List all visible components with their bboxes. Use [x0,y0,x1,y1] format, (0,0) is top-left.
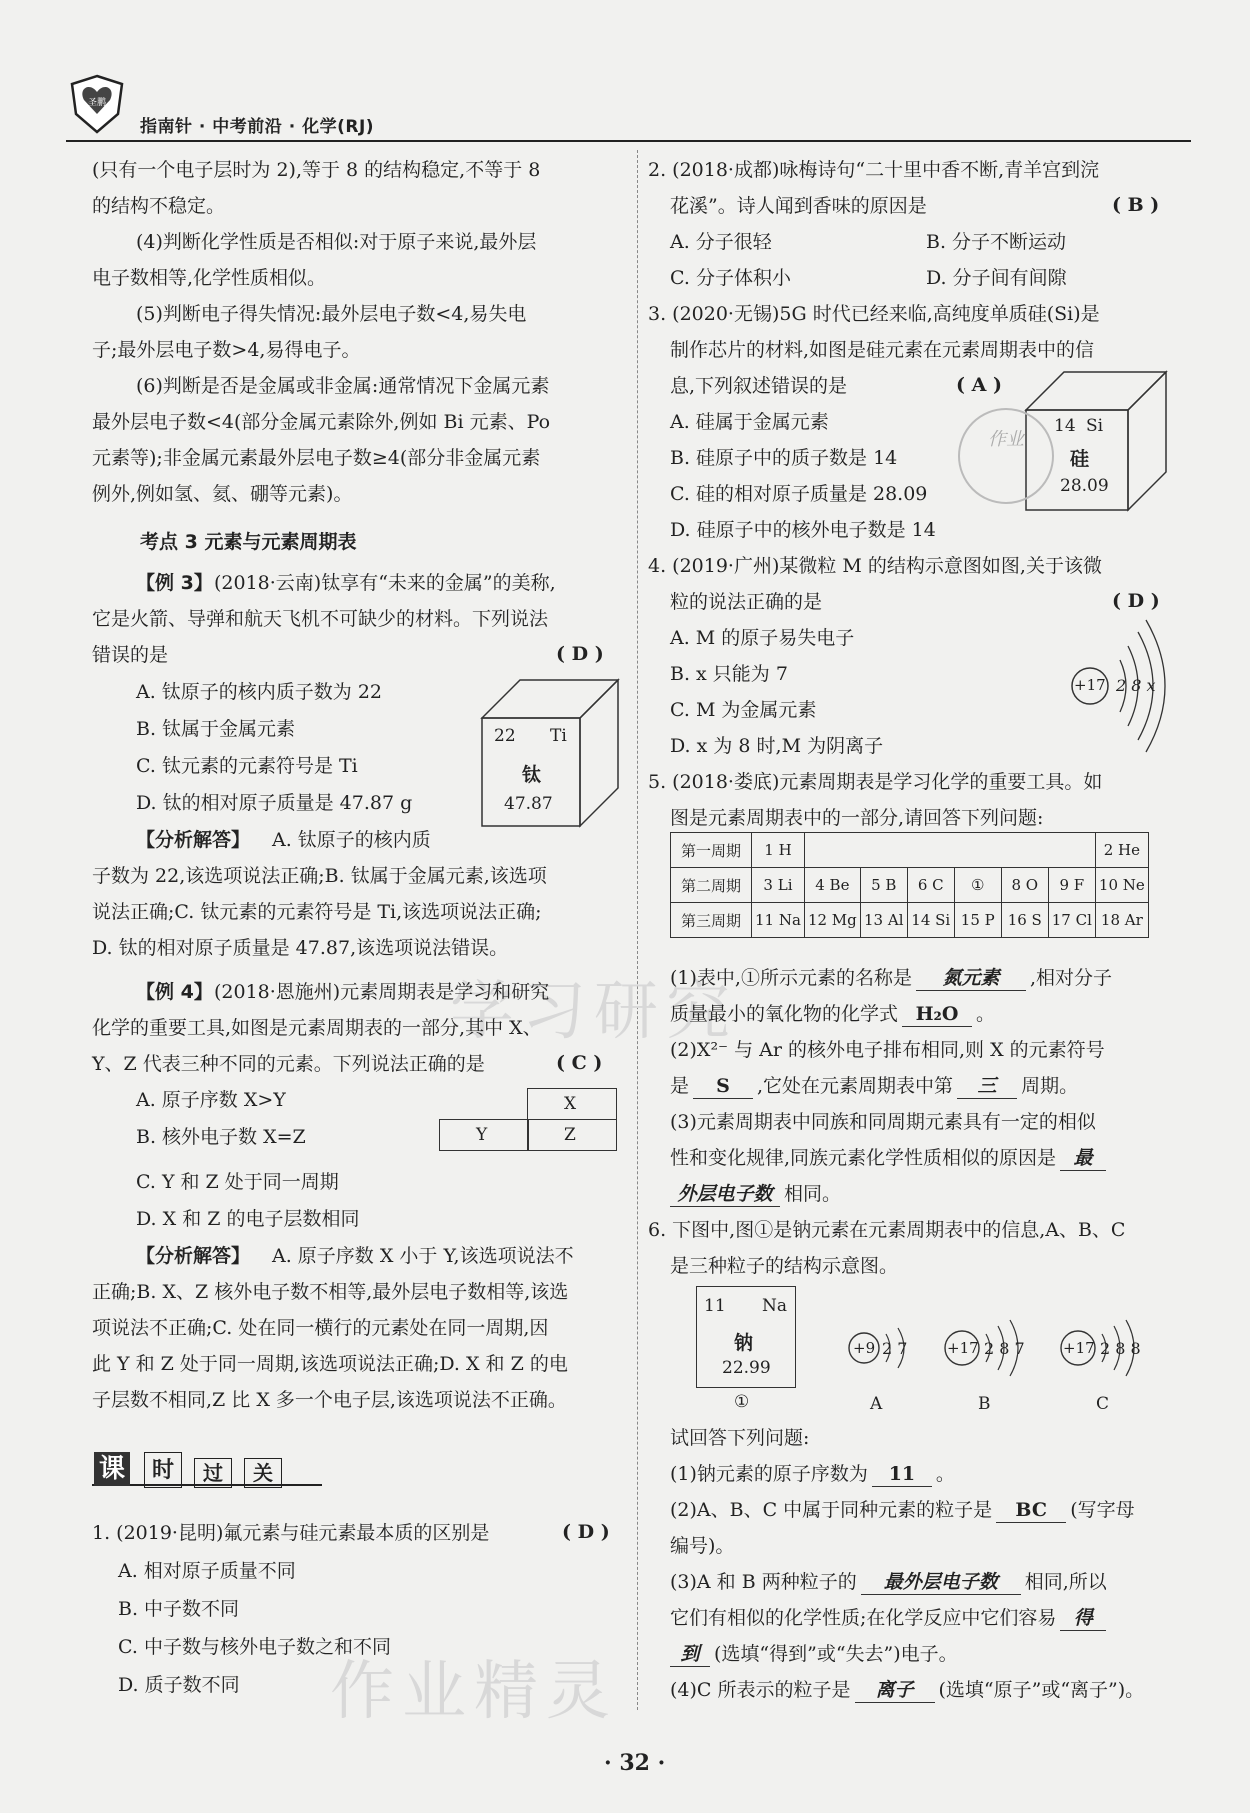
answer-blank: BC [996,1498,1066,1523]
element-cell: 16 S [1001,903,1048,938]
element-cell: 4 Be [804,868,860,903]
text-span: 性和变化规律,同族元素化学性质相似的原因是 [670,1147,1057,1169]
answer-blank: 11 [872,1462,932,1487]
text-span: (3)A 和 B 两种粒子的 [670,1571,857,1593]
element-symbol: Ti [550,726,567,746]
text-span: 。 [935,1463,955,1485]
column-divider [637,150,638,1710]
element-cell: 17 Cl [1048,903,1095,938]
text-line: 子数为 22,该选项说法正确;B. 钛属于金属元素,该选项 [92,865,547,887]
sub-question [670,1678,1144,1703]
element-name: 钛 [522,764,542,786]
text-line: 项说法不正确;C. 处在同一横行的元素处在同一周期,因 [92,1317,549,1339]
question-1: 1. (2019·昆明)氟元素与硅元素最本质的区别是 [92,1522,490,1544]
label-y: Y [476,1125,488,1145]
element-symbol: Si [1086,416,1104,436]
option-c: C. Y 和 Z 处于同一周期 [136,1171,339,1193]
nucleus-charge: +17 [1063,1339,1095,1357]
sub-question [670,1182,841,1207]
text-span: ,相对分子 [1029,967,1113,989]
question-4: 4. (2019·广州)某微粒 M 的结构示意图如图,关于该微 [648,555,1102,577]
shell-electrons: 2 8 7 [984,1339,1025,1358]
text-line: 的结构不稳定。 [92,195,226,217]
atomic-mass: 47.87 [504,794,553,814]
answer-blank: 三 [957,1074,1017,1099]
text-line: (2018·云南)钛享有“未来的金属”的美称, [214,572,556,594]
element-cell: 6 C [907,868,954,903]
answer: ( D ) [562,1521,610,1543]
element-cell: 13 Al [860,903,907,938]
answer-blank: 最外层电子数 [861,1570,1021,1595]
text-line: 正确;B. X、Z 核外电子数不相等,最外层电子数相等,该选 [92,1281,569,1303]
text-line: 错误的是 [92,644,169,666]
answer-blank: H₂O [902,1002,972,1027]
atom-label: A [870,1394,883,1414]
text-line: 试回答下列问题: [670,1427,810,1449]
text-line: 是三种粒子的结构示意图。 [670,1255,899,1277]
text-line: Y、Z 代表三种不同的元素。下列说法正确的是 [92,1053,485,1075]
sub-question [670,1606,1106,1631]
answer: ( B ) [1112,194,1160,216]
text-line: 它是火箭、导弹和航天飞机不可缺少的材料。下列说法 [92,608,549,630]
answer-blank: 离子 [855,1678,935,1703]
option-a: A. 分子很轻 [670,231,772,253]
label-x: X [564,1094,577,1114]
figure-label: ① [734,1392,750,1412]
element-cell: 10 Ne [1095,868,1148,903]
header-title: 指南针 · 中考前沿 · 化学(RJ) [140,117,375,137]
element-name: 钠 [734,1332,754,1354]
shell-electrons: 2 7 [882,1339,908,1358]
option-b: B. 钛属于金属元素 [136,718,296,740]
element-name: 硅 [1070,448,1090,470]
text-line: (4)判断化学性质是否相似:对于原子来说,最外层 [136,231,537,253]
option-a: A. M 的原子易失电子 [670,627,855,649]
text-line: 元素等);非金属元素最外层电子数≥4(部分非金属元素 [92,447,541,469]
watermark: 作业精灵 [330,1655,618,1729]
period-label: 第三周期 [671,903,752,938]
analysis-label: 【分析解答】 [136,829,251,851]
period-label: 第一周期 [671,833,752,868]
option-a: A. 钛原子的核内质子数为 22 [136,681,383,703]
element-cell: 14 Si [907,903,954,938]
element-symbol: Na [762,1296,788,1316]
text-line: (5)判断电子得失情况:最外层电子数<4,易失电 [136,303,527,325]
text-line: 例外,例如氢、氦、硼等元素)。 [92,483,353,505]
element-cell: 12 Mg [804,903,860,938]
answer-blank: S [693,1074,753,1099]
option-c: C. 硅的相对原子质量是 28.09 [670,483,928,505]
sub-question [670,1002,995,1027]
option-c: C. 中子数与核外电子数之和不同 [118,1636,391,1658]
text-span: 质量最小的氧化物的化学式 [670,1003,899,1025]
sub-question [670,1146,1106,1171]
text-line: 花溪”。诗人闻到香味的原因是 [670,195,927,217]
option-a: A. 相对原子质量不同 [118,1560,296,1582]
banner-char: 关 [244,1458,282,1488]
option-a: A. 硅属于金属元素 [670,411,829,433]
text-span: 是 [670,1075,690,1097]
option-d: D. 分子间有间隙 [926,267,1067,289]
nucleus-charge: +17 [947,1339,979,1357]
sub-question [670,1462,955,1487]
question-6: 6. 下图中,图①是钠元素在元素周期表中的信息,A、B、C [648,1219,1126,1241]
sub-question [670,1642,958,1667]
atomic-number: 11 [704,1296,726,1316]
shell-electrons: 2 8 8 [1100,1339,1141,1358]
element-cell: 11 Na [752,903,805,938]
option-d: D. X 和 Z 的电子层数相同 [136,1208,360,1230]
text-line: 电子数相等,化学性质相似。 [92,267,327,289]
label-z: Z [564,1125,576,1145]
text-span: 周期。 [1021,1075,1079,1097]
atomic-number: 22 [494,726,516,746]
option-b: B. 中子数不同 [118,1598,240,1620]
publisher-logo [66,72,128,134]
option-b: B. 分子不断运动 [926,231,1067,253]
text-span: 它们有相似的化学性质;在化学反应中它们容易 [670,1607,1057,1629]
banner-char: 时 [144,1452,182,1488]
text-span: (4)C 所表示的粒子是 [670,1679,851,1701]
option-b: B. x 只能为 7 [670,663,788,685]
text-line: 化学的重要工具,如图是元素周期表的一部分,其中 X、 [92,1017,542,1039]
text-line: 息,下列叙述错误的是 [670,375,848,397]
atom-label: B [978,1394,991,1414]
element-cell: 18 Ar [1095,903,1148,938]
answer-blank: 氮元素 [916,966,1026,991]
answer: ( C ) [556,1052,603,1074]
option-c: C. M 为金属元素 [670,699,817,721]
option-d: D. 硅原子中的核外电子数是 14 [670,519,936,541]
element-cell: 15 P [954,903,1001,938]
sub-question [670,1498,1135,1523]
text-span: (写字母 [1070,1499,1135,1521]
text-line: A. 原子序数 X 小于 Y,该选项说法不 [272,1245,574,1267]
periodic-table [670,832,1149,938]
nucleus-charge: +17 [1074,676,1106,694]
option-b: B. 核外电子数 X=Z [136,1126,306,1148]
shell-electrons: 2 8 x [1116,676,1156,695]
text-line: (只有一个电子层时为 2),等于 8 的结构稳定,不等于 8 [92,159,541,181]
stamp-seal [958,408,1054,504]
element-cell: 8 O [1001,868,1048,903]
section-banner [92,1450,322,1496]
element-cell: ① [954,868,1001,903]
text-span: (1)钠元素的原子序数为 [670,1463,868,1485]
text-span: (1)表中,①所示元素的名称是 [670,967,912,989]
text-span: ,它处在元素周期表中第 [757,1075,954,1097]
atomic-mass: 28.09 [1060,476,1109,496]
text-line: 最外层电子数<4(部分金属元素除外,例如 Bi 元素、Po [92,411,551,433]
text-line: A. 钛原子的核内质 [272,829,431,851]
element-cell: 1 H [752,833,805,868]
option-d: D. 质子数不同 [118,1674,240,1696]
option-c: C. 分子体积小 [670,267,791,289]
svg-text:圣鹏: 圣鹏 [87,98,107,108]
text-line: (2018·恩施州)元素周期表是学习和研究 [214,981,550,1003]
text-line: 图是元素周期表中的一部分,请回答下列问题: [670,807,1044,829]
sub-question: (3)元素周期表中同族和同周期元素具有一定的相似 [670,1111,1096,1133]
text-span: (选填“原子”或“离子”)。 [938,1679,1145,1701]
text-line: 子层数不相同,Z 比 X 多一个电子层,该选项说法不正确。 [92,1389,567,1411]
section-heading: 考点 3 元素与元素周期表 [140,531,357,553]
option-c: C. 钛元素的元素符号是 Ti [136,755,358,777]
option-d: D. 钛的相对原子质量是 47.87 g [136,792,413,814]
answer: ( A ) [956,374,1002,396]
text-line: 制作芯片的材料,如图是硅元素在元素周期表中的信 [670,339,1095,361]
answer-blank: 到 [670,1642,710,1667]
banner-char: 过 [194,1458,232,1488]
text-line: 子;最外层电子数>4,易得电子。 [92,339,361,361]
text-span: (选填“得到”或“失去”)电子。 [714,1643,958,1665]
empty-span [804,833,1095,868]
text-line: D. 钛的相对原子质量是 47.87,该选项说法错误。 [92,937,509,959]
text-span: (2)A、B、C 中属于同种元素的粒子是 [670,1499,993,1521]
atomic-number: 14 [1054,416,1076,436]
text-line: 编号)。 [670,1535,735,1557]
sub-question [670,1570,1107,1595]
option-b: B. 硅原子中的质子数是 14 [670,447,898,469]
answer: ( D ) [556,643,604,665]
answer-blank: 最 [1060,1146,1106,1171]
analysis-label: 【分析解答】 [136,1245,251,1267]
answer-blank: 外层电子数 [670,1182,780,1207]
question-3: 3. (2020·无锡)5G 时代已经来临,高纯度单质硅(Si)是 [648,303,1100,325]
question-2: 2. (2018·成都)咏梅诗句“二十里中香不断,青羊宫到浣 [648,159,1100,181]
option-d: D. x 为 8 时,M 为阴离子 [670,735,884,757]
header-rule [66,140,1191,142]
text-span: 相同。 [784,1183,842,1205]
example-label: 【例 3】 [136,572,213,594]
text-span: 。 [976,1003,996,1025]
atom-label: C [1096,1394,1110,1414]
period-label: 第二周期 [671,868,752,903]
text-line: 粒的说法正确的是 [670,591,823,613]
text-line: 此 Y 和 Z 处于同一周期,该选项说法正确;D. X 和 Z 的电 [92,1353,568,1375]
sub-question [670,1074,1078,1099]
atomic-mass: 22.99 [722,1358,771,1378]
element-cell: 2 He [1095,833,1148,868]
element-cell: 5 B [860,868,907,903]
stamp-text: 作业 [988,429,1024,450]
answer-blank: 得 [1060,1606,1106,1631]
sub-question: (2)X²⁻ 与 Ar 的核外电子排布相同,则 X 的元素符号 [670,1039,1105,1061]
text-line: 说法正确;C. 钛元素的元素符号是 Ti,该选项说法正确; [92,901,542,923]
question-5: 5. (2018·娄底)元素周期表是学习化学的重要工具。如 [648,771,1103,793]
sub-question [670,966,1112,991]
text-span: 相同,所以 [1024,1571,1107,1593]
watermark: 学习研究 [450,975,738,1049]
text-line: (6)判断是否是金属或非金属:通常情况下金属元素 [136,375,550,397]
example-label: 【例 4】 [136,981,213,1003]
nucleus-charge: +9 [853,1339,876,1357]
element-cell: 9 F [1048,868,1095,903]
option-a: A. 原子序数 X>Y [136,1089,286,1111]
banner-char: 课 [94,1452,130,1486]
answer: ( D ) [1112,590,1160,612]
page-number: · 32 · [604,1750,666,1776]
element-cell: 3 Li [752,868,805,903]
